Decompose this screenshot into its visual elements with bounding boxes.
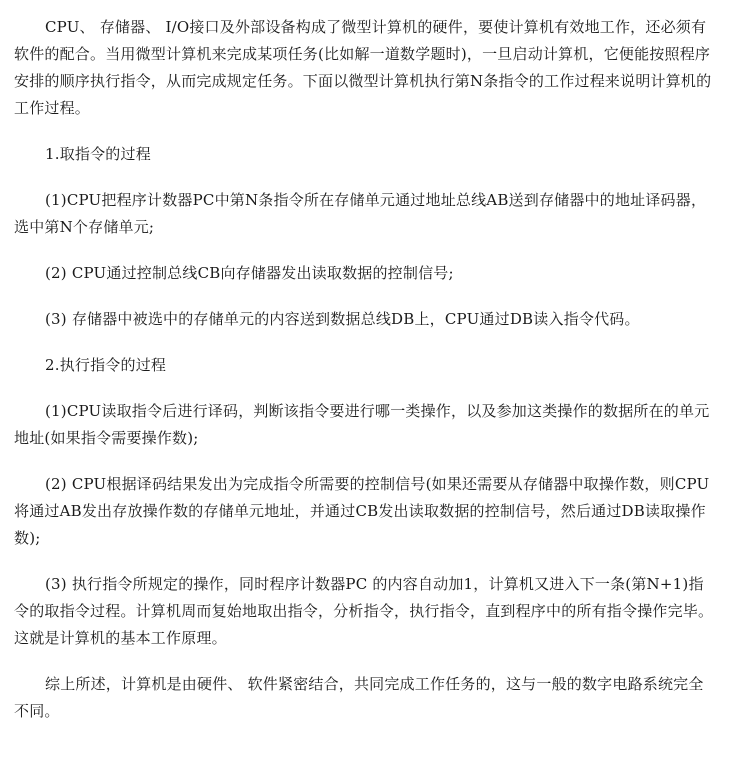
execute-step-2: (2) CPU根据译码结果发出为完成指令所需要的控制信号(如果还需要从存储器中取操作数，则CPU将通过AB发出存放操作数的存储单元地址，并通过CB发出读取数据的控制信号，然后通过DB读取操作数);	[14, 475, 710, 547]
conclusion-paragraph: 综上所述，计算机是由硬件、 软件紧密结合，共同完成工作任务的，这与一般的数字电路系统完全不同。	[14, 675, 704, 720]
section-heading-execute: 2.执行指令的过程	[45, 356, 167, 374]
article-body	[14, 14, 714, 725]
fetch-step-3: (3) 存储器中被选中的存储单元的内容送到数据总线DB上，CPU通过DB读入指令代码。	[45, 310, 640, 328]
execute-step-3: (3) 执行指令所规定的操作，同时程序计数器PC 的内容自动加1，计算机又进入下一条(第N+1)指令的取指令过程。计算机周而复始地取出指令，分析指令，执行指令，直到程序中的所有指令操作完毕。这就是计算机的基本工作原理。	[14, 575, 714, 647]
section-heading-fetch: 1.取指令的过程	[45, 145, 151, 163]
fetch-step-2: (2) CPU通过控制总线CB向存储器发出读取数据的控制信号;	[45, 264, 454, 282]
intro-paragraph: CPU、 存储器、 I/O接口及外部设备构成了微型计算机的硬件，要使计算机有效地工作，还必须有软件的配合。当用微型计算机来完成某项任务(比如解一道数学题时)，一旦启动计算机，它便能按照程序安排的顺序执行指令，从而完成规定任务。下面以微型计算机执行第N条指令的工作过程来说明计算机的工作过程。	[14, 18, 712, 117]
execute-step-1: (1)CPU读取指令后进行译码，判断该指令要进行哪一类操作，以及参加这类操作的数据所在的单元地址(如果指令需要操作数);	[14, 402, 710, 447]
fetch-step-1: (1)CPU把程序计数器PC中第N条指令所在存储单元通过地址总线AB送到存储器中的地址译码器，选中第N个存储单元;	[14, 191, 707, 236]
